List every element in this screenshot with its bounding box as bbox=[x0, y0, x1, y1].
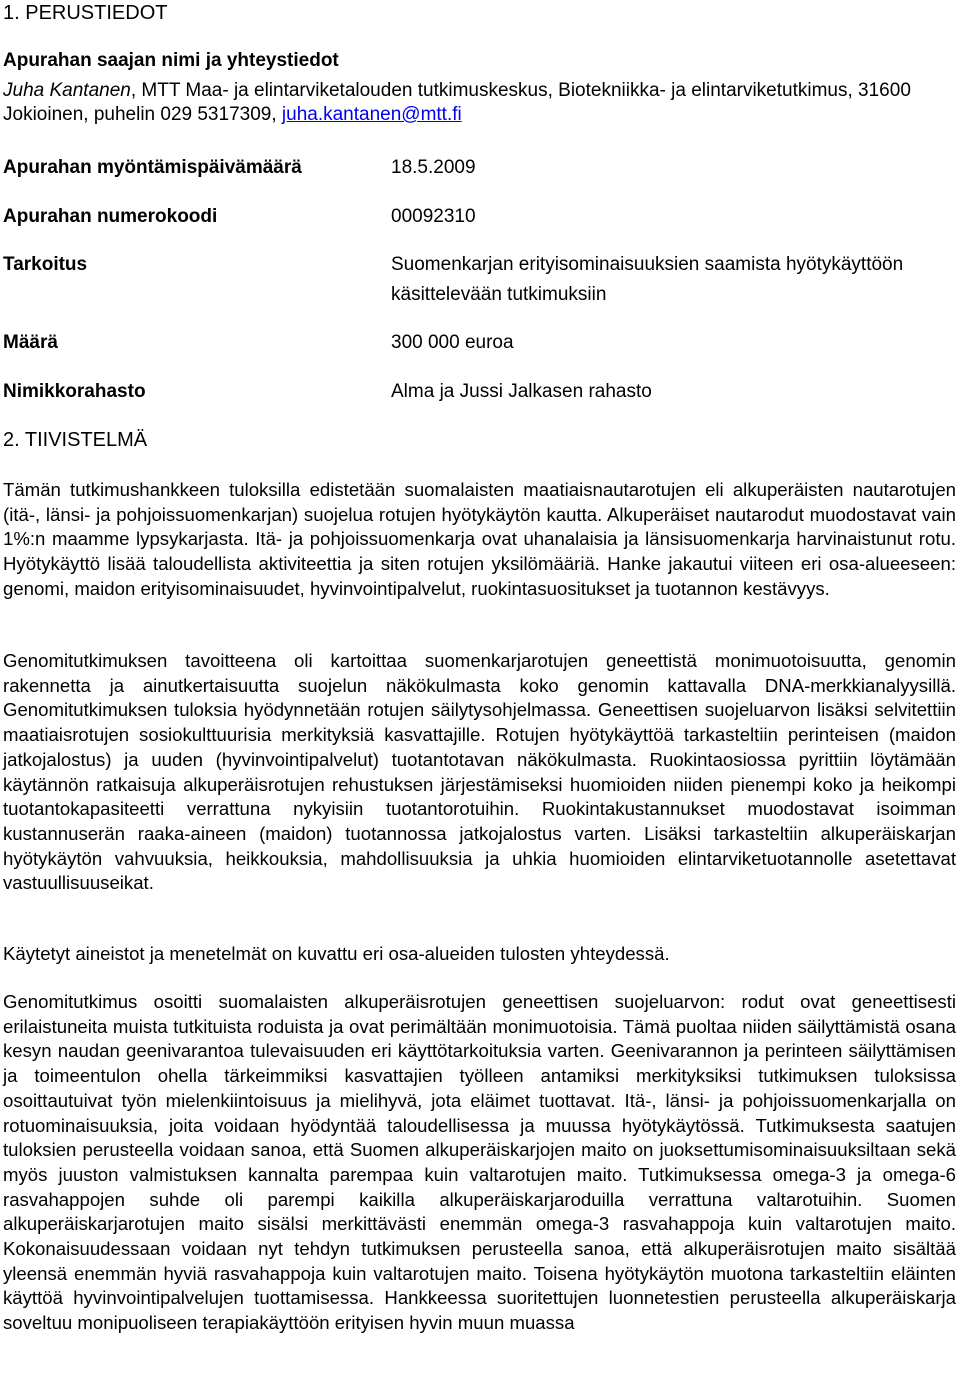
purpose-value: Suomenkarjan erityisominaisuuksien saamista hyötykäyttöön käsittelevään tutkimuksiin bbox=[391, 254, 904, 305]
code-label: Apurahan numerokoodi bbox=[3, 206, 218, 227]
date-value: 18.5.2009 bbox=[391, 157, 476, 178]
summary-paragraph-2: Genomitutkimuksen tavoitteena oli kartoittaa suomenkarjarotujen geneettistä monimuotoisuutta, genomin rakennetta ja ainutkertaisuutta suojelun näkökulmasta koko genomin kattavalla DNA-merkkianalyysillä. Genomitutkimuksen tuloksia hyödynnetään rotujen säilytysohjelmassa. Geneettisen suojeluarvon lisäksi selvitettiin maatiaisrotujen sosiokulttuurisia merkityksiä kasvattajille. Rotujen hyötykäyttöä tarkasteltiin perinteisen (maidon jatkojalostus) ja uuden (hyvinvointipalvelut) tuotantotavan näkökulmasta. Ruokintaosiossa pyrittiin löytämään käytännön ratkaisuja alkuperäisrotujen rehustuksen järjestämiseksi huomioiden niiden pienempi koko ja heikompi tuotantokapasiteetti verrattuna nykyisiin tuotantorotuihin. Ruokintakustannukset muodostavat isoimman kustannuserän raaka-aineen (maidon) tuotannossa jatkojalostus varten. Lisäksi tarkasteltiin alkuperäiskarjan hyötykäytön vahvuuksia, heikkouksia, mahdollisuuksia ja uhkia huomioiden elintarviketuotannolle asetettavat vastuullisuuseikat. bbox=[3, 650, 956, 894]
date-label: Apurahan myöntämispäivämäärä bbox=[3, 157, 302, 178]
summary-paragraph-3: Käytetyt aineistot ja menetelmät on kuvattu eri osa-alueiden tulosten yhteydessä. bbox=[3, 943, 670, 964]
recipient-contact bbox=[3, 79, 953, 127]
purpose-label: Tarkoitus bbox=[3, 254, 88, 275]
summary-paragraph-1: Tämän tutkimushankkeen tuloksilla edistetään suomalaisten maatiaisnautarotujen eli alkuperäisten nautarotujen (itä-, länsi- ja pohjoissuomenkarjan) suojelua rotujen hyötykäytön kautta. Alkuperäiset nautarodut muodostavat vain 1%:n maamme lypsykarjasta. Itä- ja pohjoissuomenkarja ovat uhanalaisia ja länsisuomenkarja harvinaistunut rotu. Hyötykäyttö lisää taloudellista aktiviteettia ja siten rotujen yksilömääriä. Hanke jakautui viiteen eri osa-alueeseen: genomi, maidon erityisominaisuudet, hyvinvointipalvelut, ruokintasuositukset ja tuotannon kestävyys. bbox=[3, 479, 956, 599]
recipient-name: Juha Kantanen bbox=[3, 80, 131, 101]
recipient-details: , MTT Maa- ja elintarviketalouden tutkimuskeskus, Biotekniikka- ja elintarviketutkimus, 31600 Jokioinen, puhelin 029 5317309, bbox=[3, 80, 911, 125]
code-value: 00092310 bbox=[391, 206, 476, 227]
amount-label: Määrä bbox=[3, 332, 58, 353]
section-2-title: 2. TIIVISTELMÄ bbox=[3, 429, 148, 451]
amount-value: 300 000 euroa bbox=[391, 332, 514, 353]
fund-value: Alma ja Jussi Jalkasen rahasto bbox=[391, 381, 652, 402]
fund-label: Nimikkorahasto bbox=[3, 381, 146, 402]
recipient-heading: Apurahan saajan nimi ja yhteystiedot bbox=[3, 50, 339, 71]
recipient-email-link[interactable]: juha.kantanen@mtt.fi bbox=[281, 104, 462, 125]
summary-paragraph-4: Genomitutkimus osoitti suomalaisten alkuperäisrotujen geneettisen suojeluarvon: rodut ovat geneettisesti erilaistuneita muista tutkituista roduista ja ovat perimältään monimuotoisia. Tämä puoltaa niiden säilyttämistä osana kesyn naudan geenivarantoa tulevaisuuden eri käyttötarkoituksia varten. Geenivarannon ja perinteen säilyttämisen ja toimeentulon ohella tärkeimmiksi kasvattajien työlleen antamiksi merkityksiksi tutkimuksen tuloksissa osoittautuivat työn mielenkiintoisuus ja mielihyvä, jota eläimet tuottavat. Itä-, länsi- ja pohjoissuomenkarjalla on rotuominaisuuksia, joita voidaan hyödyntää taloudellisessa ja muussa hyötykäytössä. Tutkimuksesta saatujen tuloksien perusteella voidaan sanoa, että Suomen alkuperäiskarjojen maito on juoksettumisominaisuuksiltaan sekä myös juuston valmistuksen kannalta parempaa kuin valtarotujen maito. Tutkimuksessa omega-3 ja omega-6 rasvahappojen suhde oli parempi kaikilla alkuperäiskarjaroduilla verrattuna valtarotuihin. Suomen alkuperäiskarjarotujen maito sisälsi merkittävästi enemmän omega-3 rasvahappoja kuin valtarotujen maito. Kokonaisuudessaan voidaan nyt tehdyn tutkimuksen perusteella sanoa, että alkuperäisrotujen maito sisältää yleensä enemmän hyviä rasvahappoja kuin valtarotujen maito. Toisena hyötykäytön muotona tarkasteltiin eläinten käyttöä hyvinvointipalvelujen tuottamisessa. Hankkeessa suoritettujen luonnetestien perusteella alkuperäiskarja soveltuu monipuoliseen terapiakäyttöön erityisen hyvin muun muassa bbox=[3, 991, 956, 1334]
section-1-title: 1. PERUSTIEDOT bbox=[3, 2, 168, 24]
